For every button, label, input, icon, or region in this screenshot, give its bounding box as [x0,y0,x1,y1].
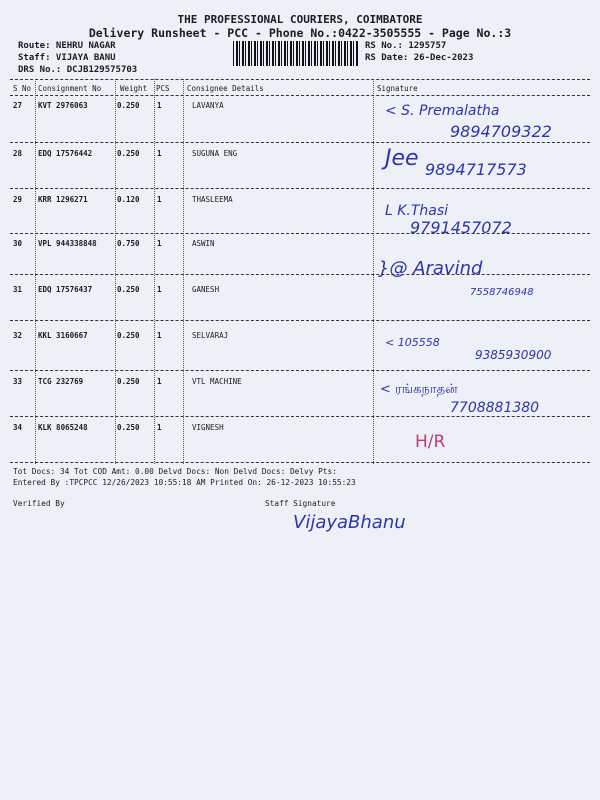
row-phone: 9385930900 [475,348,552,362]
row-pcs: 1 [157,195,162,204]
row-rule [10,188,590,189]
row-consignee: ASWIN [192,239,215,248]
row-signature: L K.Thasi [385,203,449,219]
row-signature: }@ Aravind [378,258,483,279]
column-header: Signature [377,84,418,93]
route-label: Route: NEHRU NAGAR [18,41,116,51]
row-pcs: 1 [157,285,162,294]
barcode [233,41,358,66]
row-pcs: 1 [157,423,162,432]
row-consignment: KVT 2976063 [38,101,88,110]
row-sno: 28 [13,149,23,158]
col-divider [115,79,116,464]
row-phone: 7558746948 [470,287,534,298]
row-sno: 33 [13,377,23,386]
column-header: Consignment No [38,84,102,93]
column-header: S No [13,84,32,93]
company-title: THE PROFESSIONAL COURIERS, COIMBATORE [177,13,423,26]
row-consignment: TCG 232769 [38,377,84,386]
row-consignment: KKL 3160667 [38,331,88,340]
row-signature: < ரங்கநாதன் [380,382,458,397]
col-divider [373,79,374,464]
entered-by-line: Entered By :TPCPCC 12/26/2023 10:55:18 AM Printed On: 26-12-2023 10:55:23 [13,478,356,487]
column-header: PCS [156,84,170,93]
row-consignee: LAVANYA [192,101,224,110]
row-pcs: 1 [157,377,162,386]
row-pcs: 1 [157,149,162,158]
row-rule [10,370,590,371]
row-pcs: 1 [157,101,162,110]
column-header: Weight [120,84,148,93]
row-pcs: 1 [157,331,162,340]
row-consignee: THASLEEMA [192,195,233,204]
row-consignment: KLK 8065248 [38,423,88,432]
row-consignment: EDQ 17576442 [38,149,93,158]
col-divider [183,79,184,464]
row-consignment: KRR 1296271 [38,195,88,204]
staff-signature-label: Staff Signature [265,499,336,508]
totals-line: Tot Docs: 34 Tot COD Amt: 0.00 Delvd Docs: Non Delvd Docs: Delvy Pts: [13,467,337,476]
row-sno: 30 [13,239,23,248]
row-weight: 0.120 [117,195,140,204]
row-consignment: VPL 944338848 [38,239,97,248]
row-rule [10,274,590,275]
row-rule [10,233,590,234]
row-consignee: VTL MACHINE [192,377,242,386]
row-phone: 9791457072 [410,218,512,237]
row-weight: 0.250 [117,149,140,158]
row-sno: 31 [13,285,23,294]
row-pcs: 1 [157,239,162,248]
row-rule [10,142,590,143]
staff-label: Staff: VIJAYA BANU [18,53,116,63]
row-sno: 32 [13,331,23,340]
row-signature: Jee [385,146,419,171]
col-divider [154,79,155,464]
row-weight: 0.750 [117,239,140,248]
verified-by-label: Verified By [13,499,65,508]
runsheet-subtitle: Delivery Runsheet - PCC - Phone No.:0422-3505555 - Page No.:3 [88,26,512,40]
row-sno: 29 [13,195,23,204]
row-phone: 9894717573 [425,160,527,179]
row-sno: 34 [13,423,23,432]
row-consignee: SELVARAJ [192,331,229,340]
row-rule [10,320,590,321]
column-header: Consignee Details [187,84,264,93]
row-weight: 0.250 [117,331,140,340]
col-divider [35,79,36,464]
staff-signature: VijayaBhanu [293,512,406,533]
header-bottom-rule [10,95,590,96]
row-weight: 0.250 [117,285,140,294]
row-weight: 0.250 [117,101,140,110]
row-consignee: GANESH [192,285,220,294]
row-weight: 0.250 [117,377,140,386]
row-weight: 0.250 [117,423,140,432]
table-bottom-rule [10,462,590,463]
row-sno: 27 [13,101,23,110]
row-rule [10,416,590,417]
row-phone: 9894709322 [450,122,552,141]
row-phone: 7708881380 [450,400,540,416]
row-consignment: EDQ 17576437 [38,285,93,294]
row-signature: < S. Premalatha [385,103,500,119]
rs-number: RS No.: 1295757 [365,41,447,51]
row-consignee: SUGUNA ENG [192,149,238,158]
row-signature: < 105558 [385,336,440,349]
row-signature: H/R [415,432,446,452]
row-consignee: VIGNESH [192,423,224,432]
rs-date: RS Date: 26-Dec-2023 [365,53,474,63]
drs-label: DRS No.: DCJB129575703 [18,65,138,75]
table-top-rule [10,79,590,80]
